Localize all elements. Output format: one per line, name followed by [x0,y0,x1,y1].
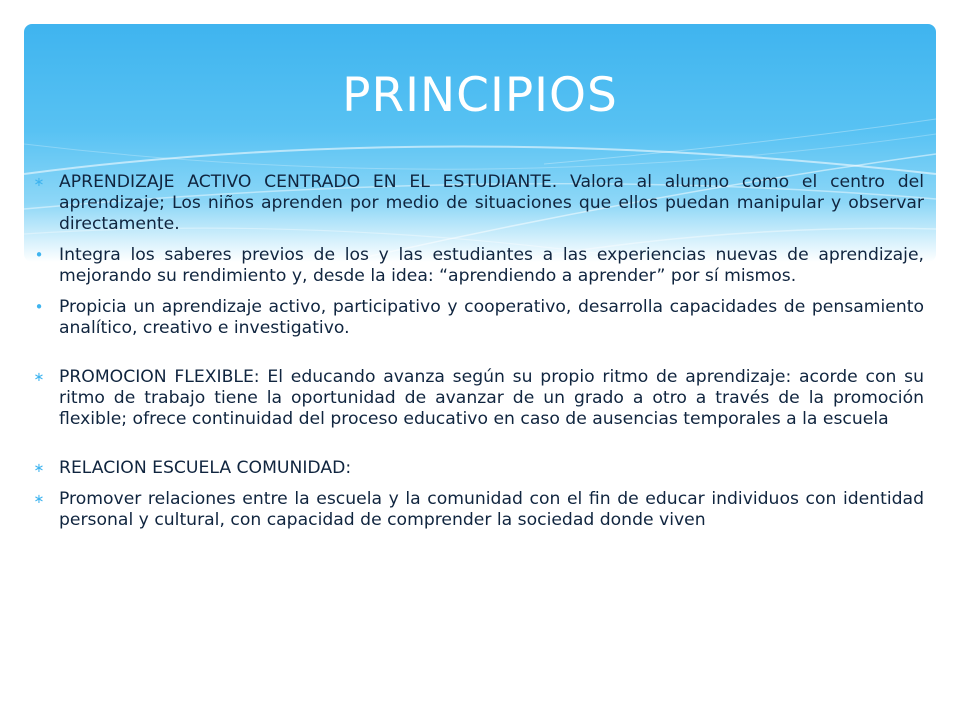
asterisk-bullet-icon: ∗ [33,175,45,190]
list-item-text: PROMOCION FLEXIBLE: El educando avanza según su propio ritmo de aprendizaje: acorde con su ritmo de trabajo tiene la oportunidad de avanzar de un grado a otro a través de la promoción flexible; ofrece continuidad del proceso educativo en caso de ausencias temporales a la escuela [59,367,924,429]
asterisk-bullet-icon: ∗ [33,461,45,476]
list-item-text: Propicia un aprendizaje activo, participativo y cooperativo, desarrolla capacidades de pensamiento analítico, creativo e investigativo. [59,297,924,338]
asterisk-bullet-icon: ∗ [33,370,45,385]
list-item [30,172,924,235]
dot-bullet-icon: • [34,298,44,316]
list-item [30,245,924,287]
asterisk-bullet-icon: ∗ [33,492,45,507]
slide-body [30,172,924,531]
slide-title: PRINCIPIOS [342,68,618,123]
list-item [30,367,924,430]
list-item-text: APRENDIZAJE ACTIVO CENTRADO EN EL ESTUDIANTE. Valora al alumno como el centro del aprendizaje; Los niños aprenden por medio de situaciones que ellos puedan manipular y observar directamente. [59,172,924,234]
list-item-text: Integra los saberes previos de los y las estudiantes a las experiencias nuevas de aprendizaje, mejorando su rendimiento y, desde la idea: “aprendiendo a aprender” por sí mismos. [59,245,924,286]
dot-bullet-icon: • [34,246,44,264]
list-item [30,297,924,339]
list-item-text: Promover relaciones entre la escuela y la comunidad con el fin de educar individuos con identidad personal y cultural, con capacidad de comprender la sociedad donde viven [59,489,924,530]
list-item-text: RELACION ESCUELA COMUNIDAD: [59,458,352,478]
list-item [30,458,924,479]
list-item [30,489,924,531]
